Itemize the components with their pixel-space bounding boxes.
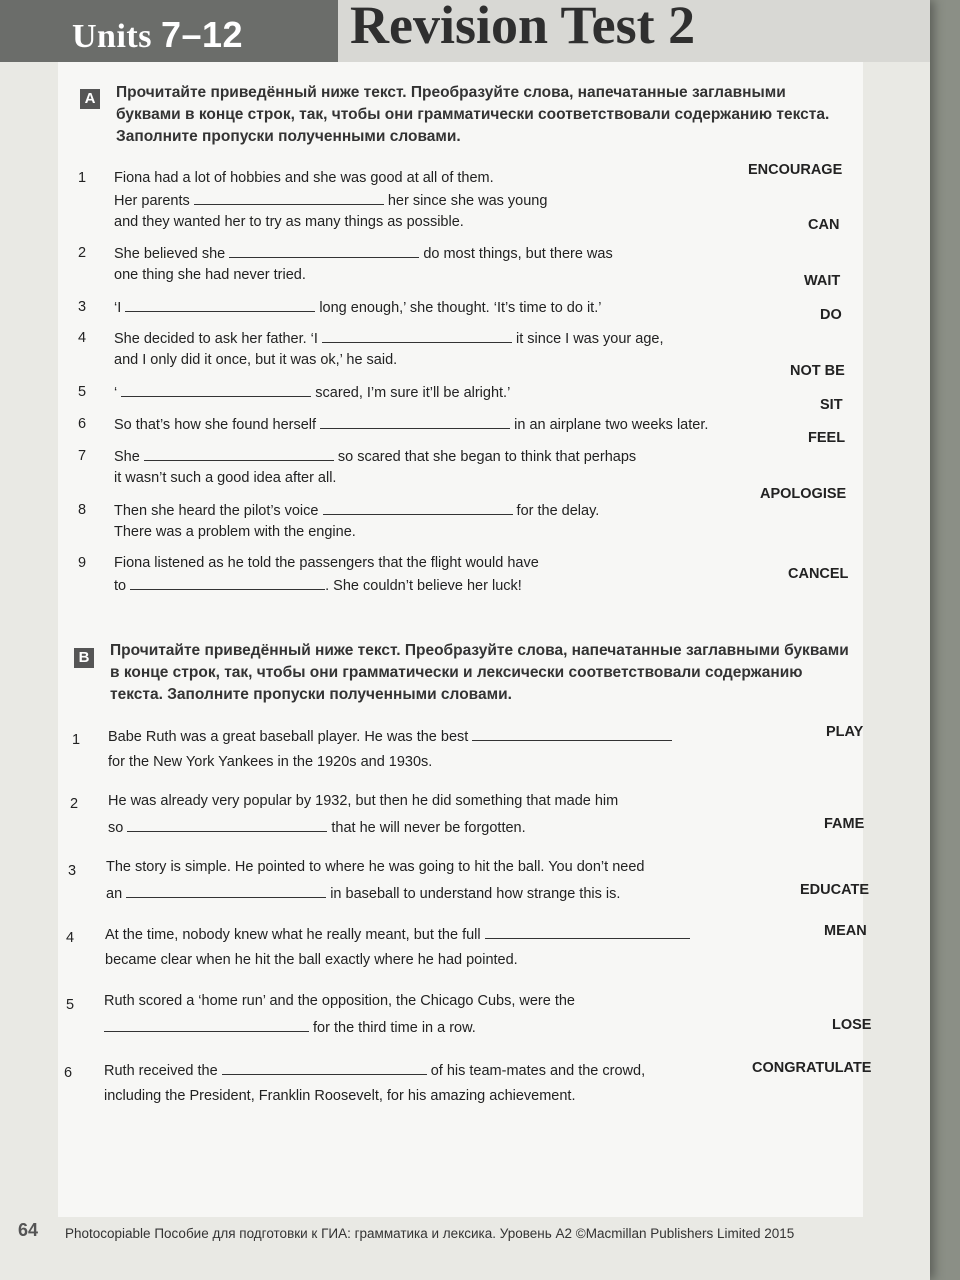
answer-blank[interactable] xyxy=(130,577,325,590)
item-text: it since I was your age, xyxy=(516,331,664,347)
section-b-instruction: Прочитайте приведённый ниже текст. Преобразуйте слова, напечатанные заглавными буквами в конце строк, так, чтобы они грамматически и лексически соответствовали содержанию текста. Заполните пропуски полученными словами. xyxy=(110,642,849,703)
item-text xyxy=(106,885,620,902)
item-text xyxy=(114,448,636,465)
item-text: There was a problem with the engine. xyxy=(114,524,356,540)
keyword: FAME xyxy=(824,816,865,832)
item-text xyxy=(108,728,672,745)
footer-text: Photocopiable Пособие для подготовки к ГИА: грамматика и лексика. Уровень А2 ©Macmillan Publishers Limited 2015 xyxy=(65,1226,795,1241)
item-text: She decided to ask her father. ‘I xyxy=(114,331,318,347)
answer-blank[interactable] xyxy=(320,416,510,429)
item-text: and they wanted her to try as many things as possible. xyxy=(114,214,464,230)
units-prefix: Units xyxy=(72,18,161,55)
answer-blank[interactable] xyxy=(194,192,384,205)
answer-blank[interactable] xyxy=(144,448,334,461)
item-text: She xyxy=(114,449,140,465)
item-text: Ruth received the xyxy=(104,1063,218,1079)
item-number: 4 xyxy=(78,330,87,346)
item-text: in an airplane two weeks later. xyxy=(514,417,709,433)
section-a-instruction: Прочитайте приведённый ниже текст. Преобразуйте слова, напечатанные заглавными буквами в конце строк, так, чтобы они грамматически соответствовали содержанию текста. Заполните пропуски полученными словами. xyxy=(116,84,830,145)
item-text: . She couldn’t believe her luck! xyxy=(325,578,522,594)
item-number: 8 xyxy=(78,502,87,518)
item-text: long enough,’ she thought. ‘It’s time to do it.’ xyxy=(319,300,602,316)
item-text xyxy=(114,416,708,433)
keyword: CANCEL xyxy=(788,566,849,582)
answer-blank[interactable] xyxy=(485,926,690,939)
item-text xyxy=(114,299,601,316)
item-text xyxy=(108,819,526,836)
keyword: CAN xyxy=(808,217,840,233)
keyword: WAIT xyxy=(804,273,841,289)
keyword: CONGRATULATE xyxy=(752,1060,872,1076)
keyword: PLAY xyxy=(826,724,864,740)
item-text: an xyxy=(106,886,123,902)
item-text: it wasn’t such a good idea after all. xyxy=(114,470,337,486)
keyword: ENCOURAGE xyxy=(748,162,843,178)
item-text: in baseball to understand how strange this is. xyxy=(330,886,621,902)
item-text: So that’s how she found herself xyxy=(114,417,317,433)
keyword: NOT BE xyxy=(790,363,845,379)
keyword: MEAN xyxy=(824,923,867,939)
item-text xyxy=(105,926,690,943)
item-text: one thing she had never tried. xyxy=(114,267,306,283)
item-text: so xyxy=(108,820,124,836)
answer-blank[interactable] xyxy=(322,330,512,343)
keyword: EDUCATE xyxy=(800,882,870,898)
item-text: Fiona had a lot of hobbies and she was good at all of them. xyxy=(114,170,494,186)
item-text: At the time, nobody knew what he really meant, but the full xyxy=(105,927,481,943)
page-number: 64 xyxy=(18,1220,39,1240)
item-number: 7 xyxy=(78,448,87,464)
item-text: for the delay. xyxy=(516,503,600,519)
item-text: She believed she xyxy=(114,246,226,262)
item-number: 6 xyxy=(64,1065,73,1081)
item-text: that he will never be forgotten. xyxy=(331,820,526,836)
item-text xyxy=(114,245,613,262)
item-text: and I only did it once, but it was ok,’ he said. xyxy=(114,352,398,368)
page-title: Revision Test 2 xyxy=(350,0,696,55)
keyword: LOSE xyxy=(832,1017,872,1033)
item-number: 5 xyxy=(78,384,87,400)
keyword: DO xyxy=(820,307,842,323)
answer-blank[interactable] xyxy=(323,502,513,515)
item-text: do most things, but there was xyxy=(423,246,613,262)
item-text: for the New York Yankees in the 1920s and 1930s. xyxy=(108,754,433,770)
item-text: Her parents xyxy=(114,193,190,209)
item-number: 3 xyxy=(78,299,87,315)
item-text xyxy=(114,192,547,209)
item-text: ‘I xyxy=(114,300,122,316)
item-text xyxy=(104,1019,476,1036)
item-number: 3 xyxy=(68,863,77,879)
item-text xyxy=(104,1062,645,1079)
section-b-label: B xyxy=(74,648,94,668)
item-number: 1 xyxy=(72,732,81,748)
page-header xyxy=(0,0,930,62)
item-text xyxy=(114,577,522,594)
item-text: ‘ xyxy=(114,385,118,401)
item-number: 1 xyxy=(78,170,87,186)
answer-blank[interactable] xyxy=(121,384,311,397)
exercise-area xyxy=(58,62,872,1217)
answer-blank[interactable] xyxy=(472,728,672,741)
answer-blank[interactable] xyxy=(125,299,315,312)
item-number: 9 xyxy=(78,555,87,571)
item-text xyxy=(114,384,510,401)
units-heading xyxy=(72,14,243,56)
item-text: Then she heard the pilot’s voice xyxy=(114,503,319,519)
item-number: 6 xyxy=(78,416,87,432)
item-text xyxy=(114,330,664,347)
item-text: of his team-mates and the crowd, xyxy=(430,1063,646,1079)
keyword: APOLOGISE xyxy=(760,486,847,502)
answer-blank[interactable] xyxy=(222,1062,427,1075)
item-number: 2 xyxy=(78,245,87,261)
answer-blank[interactable] xyxy=(229,245,419,258)
item-text: scared, I’m sure it’ll be alright.’ xyxy=(315,385,511,401)
item-text: Babe Ruth was a great baseball player. He was the best xyxy=(108,729,469,745)
item-text: became clear when he hit the ball exactly where he had pointed. xyxy=(105,952,518,968)
units-range: 7–12 xyxy=(160,14,244,55)
item-text: her since she was young xyxy=(387,193,548,209)
keyword: FEEL xyxy=(808,430,846,446)
item-text: including the President, Franklin Roosevelt, for his amazing achievement. xyxy=(104,1088,576,1104)
item-number: 2 xyxy=(70,796,79,812)
item-text: for the third time in a row. xyxy=(313,1020,476,1036)
item-text: Fiona listened as he told the passengers that the flight would have xyxy=(114,555,539,571)
item-number: 5 xyxy=(66,997,75,1013)
item-text: Ruth scored a ‘home run’ and the opposition, the Chicago Cubs, were the xyxy=(104,993,575,1009)
item-text: The story is simple. He pointed to where he was going to hit the ball. You don’t need xyxy=(106,859,645,875)
item-text xyxy=(114,502,599,519)
item-text: so scared that she began to think that perhaps xyxy=(337,449,637,465)
answer-blank[interactable] xyxy=(104,1019,309,1032)
section-a-label: A xyxy=(80,89,100,109)
answer-blank[interactable] xyxy=(127,819,327,832)
item-text: to xyxy=(114,578,127,594)
item-number: 4 xyxy=(66,930,75,946)
answer-blank[interactable] xyxy=(126,885,326,898)
item-text: He was already very popular by 1932, but then he did something that made him xyxy=(108,793,619,809)
keyword: SIT xyxy=(820,397,843,413)
